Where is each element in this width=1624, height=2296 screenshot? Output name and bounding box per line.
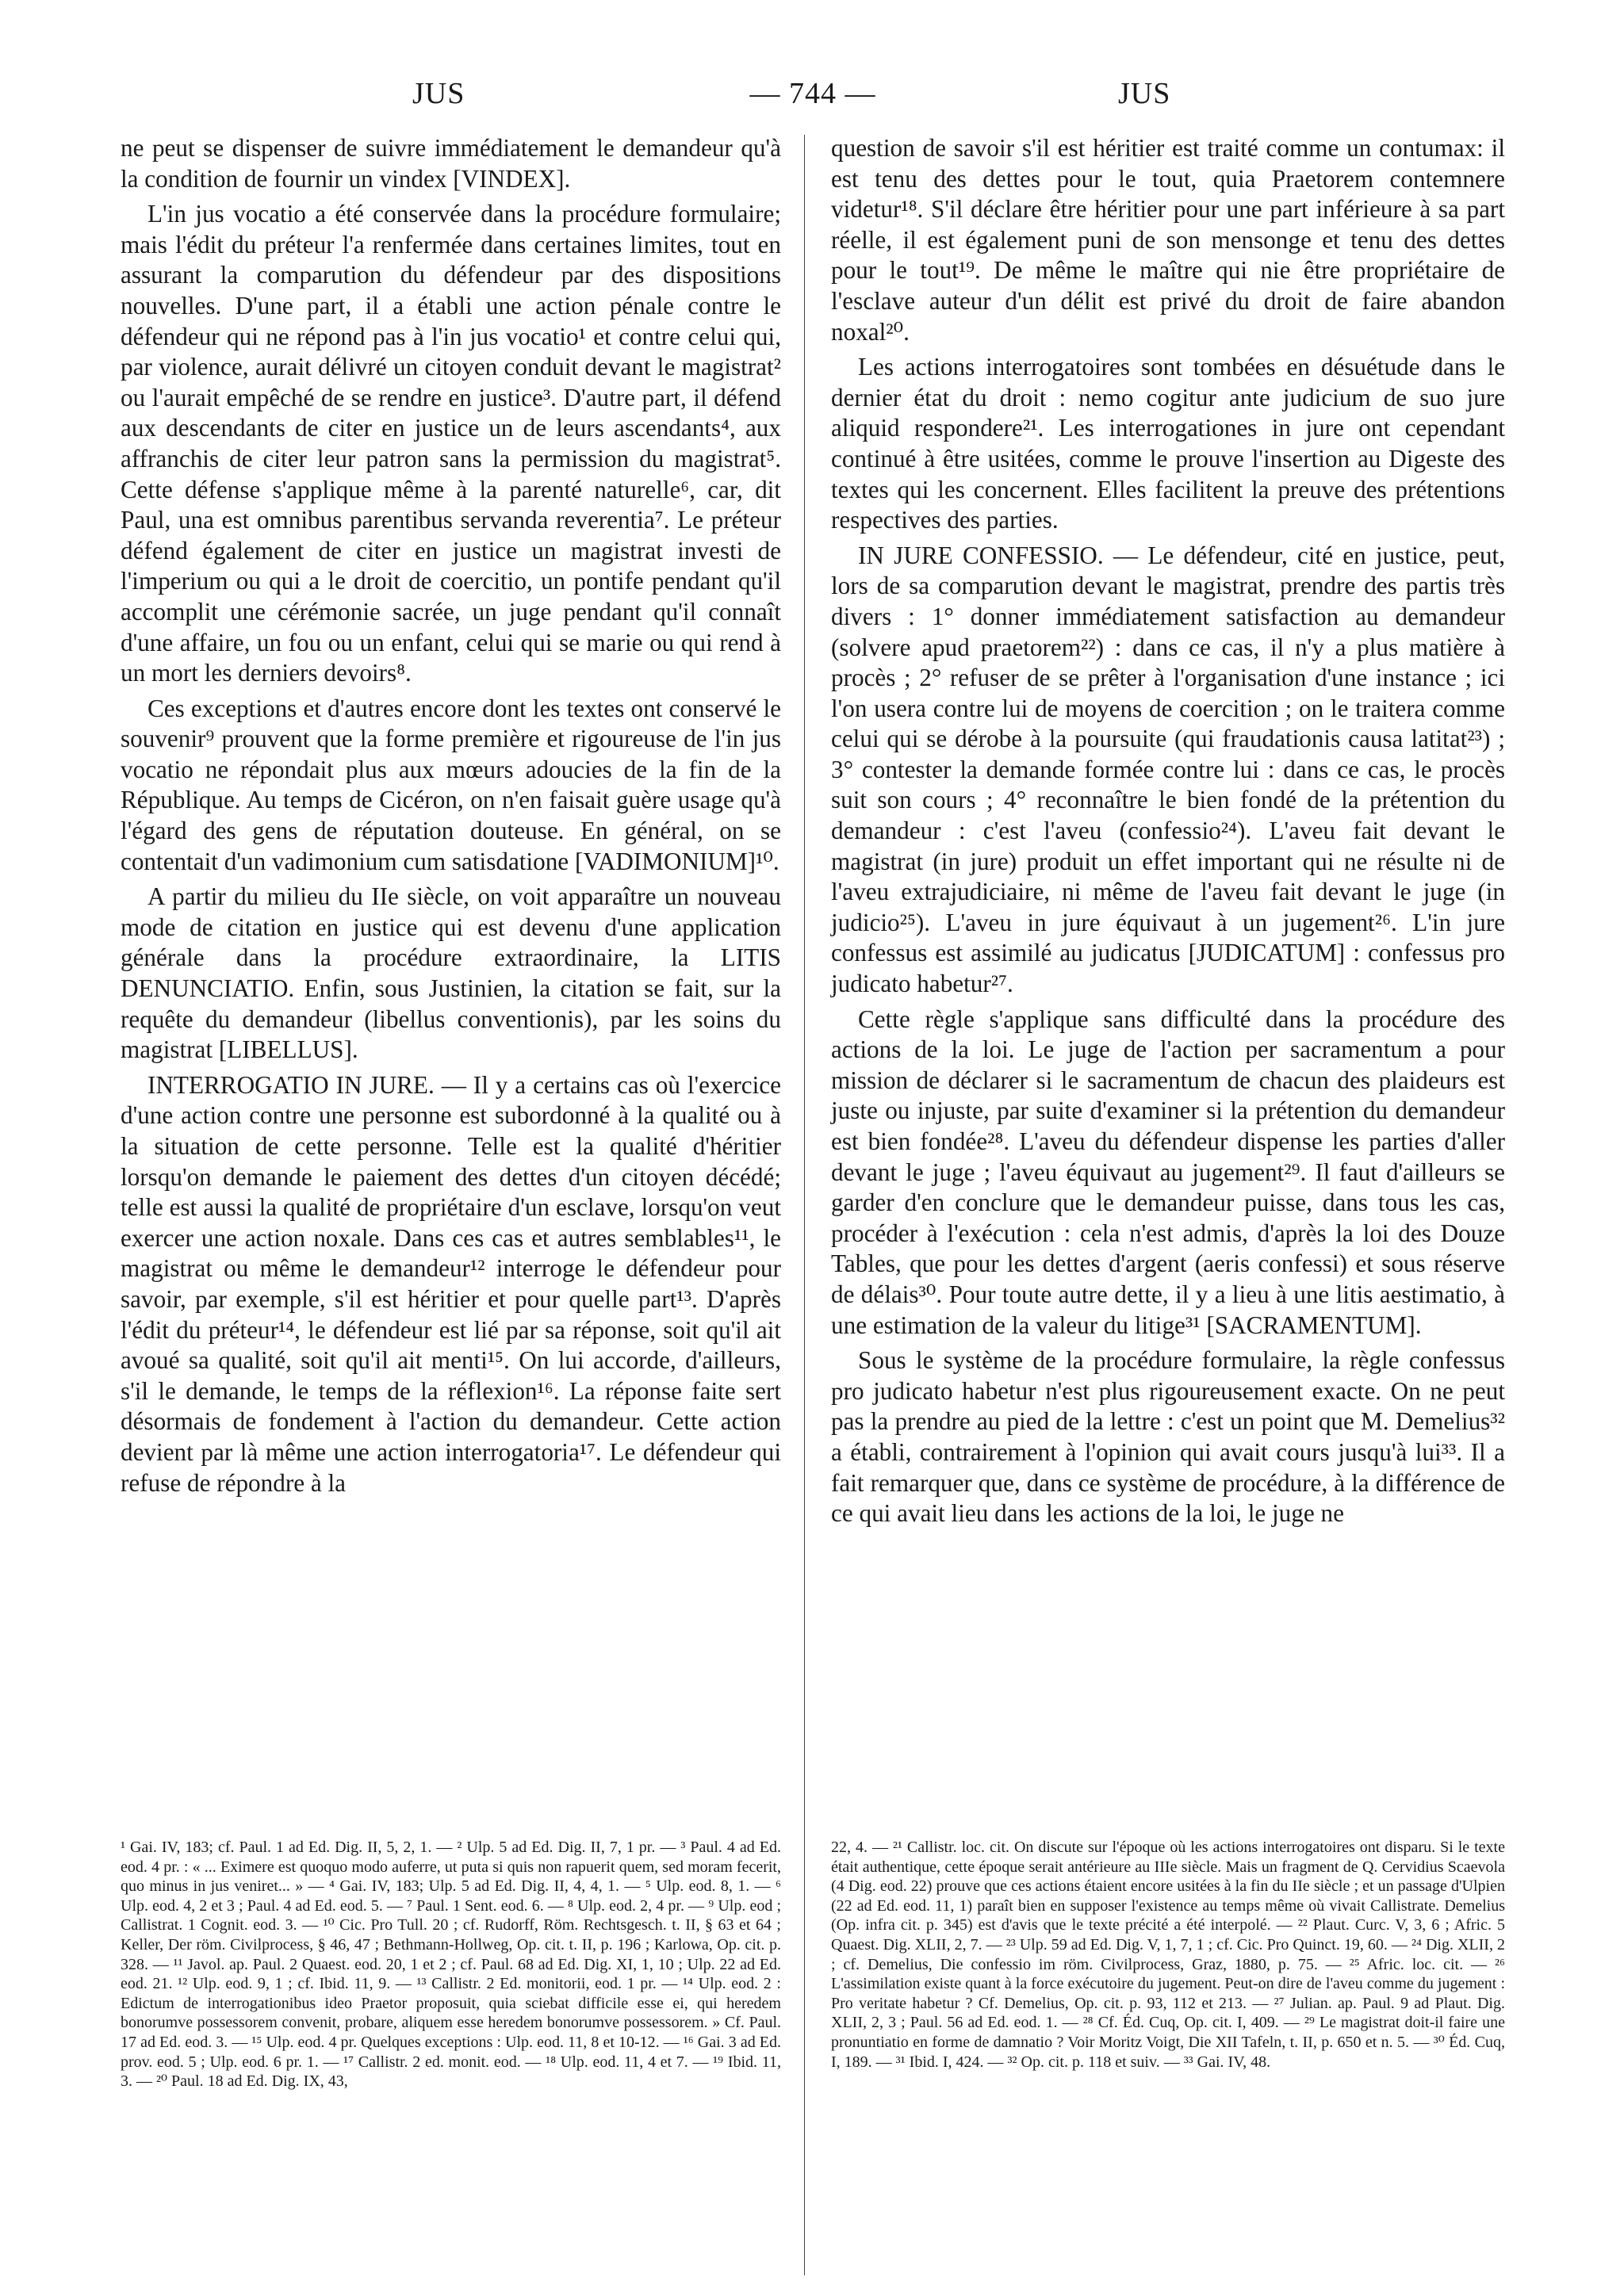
- footnotes-right: [831, 1838, 1505, 2072]
- left-paragraph-1: ne peut se dispenser de suivre immédiatement le demandeur qu'à la condition de fournir un vindex [VINDEX].: [121, 134, 781, 193]
- left-paragraph-2: L'in jus vocatio a été conservée dans la procédure formulaire; mais l'édit du préteur l'a renfermée dans certaines limites, tout en assurant la comparution du défendeur par des dispositions nouvelles. D'une part, il a établi une action pénale contre le défendeur qui ne répond pas à l'in jus vocatio¹ et contre celui qui, par violence, aurait délivré un citoyen conduit devant le magistrat² ou l'aurait empêché de se rendre en justice³. D'autre part, il défend aux descendants de citer en justice un de leurs ascendants⁴, aux affranchis de citer leur patron sans la permission du magistrat⁵. Cette défense s'applique même à la parenté naturelle⁶, car, dit Paul, una est omnibus parentibus servanda reverentia⁷. Le préteur défend également de citer en justice un magistrat investi de l'imperium ou qui a le droit de coercitio, un pontife pendant qu'il accomplit une cérémonie sacrée, un juge pendant qu'il connaît d'une affaire, un fou ou un enfant, celui qui se marie ou qui rend à un mort les derniers devoirs⁸.: [121, 200, 781, 687]
- left-paragraph-3: Ces exceptions et d'autres encore dont les textes ont conservé le souvenir⁹ prouvent que la forme première et rigoureuse de l'in jus vocatio ne répondait plus aux mœurs adoucies de la fin de la République. Au temps de Cicéron, on n'en faisait guère usage qu'à l'égard des gens de réputation douteuse. En général, on se contentait d'un vadimonium cum satisdatione [VADIMONIUM]¹⁰.: [121, 694, 781, 875]
- footnotes-left-text: ¹ Gai. IV, 183; cf. Paul. 1 ad Ed. Dig. II, 5, 2, 1. — ² Ulp. 5 ad Ed. Dig. II, 7, 1 pr. — ³ Paul. 4 ad Ed. eod. 4 pr. : « ... Eximere est quoquo modo auferre, ut puta si quis non rapuerit quem, sed moram fecerit, quo minus in jus veniret... » — ⁴ Gai. IV, 183; Ulp. 5 ad Ed. Dig. II, 4, 4, 1. — ⁵ Ulp. eod. 8, 1. — ⁶ Ulp. eod. 4, 2 et 3 ; Paul. 4 ad Ed. eod. 5. — ⁷ Paul. 1 Sent. eod. 6. — ⁸ Ulp. eod. 2, 4 pr. — ⁹ Ulp. eod ; Callistrat. 1 Cognit. eod. 3. — ¹⁰ Cic. Pro Tull. 20 ; cf. Rudorff, Röm. Rechtsgesch. t. II, § 63 et 64 ; Keller, Der röm. Civilprocess, § 46, 47 ; Bethmann-Hollweg, Op. cit. t. II, p. 196 ; Karlowa, Op. cit. p. 328. — ¹¹ Javol. ap. Paul. 2 Quaest. eod. 20, 1 et 2 ; cf. Paul. 68 ad Ed. Dig. XI, 1, 10 ; Ulp. 22 ad Ed. eod. 21. ¹² Ulp. eod. 9, 1 ; cf. Ibid. 11, 9. — ¹³ Callistr. 2 Ed. monitorii, eod. 1 pr. — ¹⁴ Ulp. eod. 2 : Edictum de interrogationibus ideo Praetor proposuit, quia sciebat difficile esse ei, qui heredem bonorumve possessorem convenit, probare, aliquem esse heredem bonorumve possessorem. » Cf. Paul. 17 ad Ed. eod. 3. — ¹⁵ Ulp. eod. 4 pr. Quelques exceptions : Ulp. eod. 11, 8 et 10-12. — ¹⁶ Gai. 3 ad Ed. prov. eod. 5 ; Ulp. eod. 6 pr. 1. — ¹⁷ Callistr. 2 ed. monit. eod. — ¹⁸ Ulp. eod. 11, 4 et 7. — ¹⁹ Ibid. 11, 3. — ²⁰ Paul. 18 ad Ed. Dig. IX, 43,: [121, 1839, 781, 2091]
- right-paragraph-4: Cette règle s'applique sans difficulté dans la procédure des actions de la loi. Le juge de l'action per sacramentum a pour mission de déclarer si le sacramentum de chacun des plaideurs est juste ou injuste, par suite d'examiner si la prétention du demandeur est bien fondée²⁸. L'aveu du défendeur dispense les parties d'aller devant le juge ; l'aveu équivaut au jugement²⁹. Il faut d'ailleurs se garder d'en conclure que le demandeur puisse, dans tous les cas, procéder à l'exécution : cela n'est admis, d'après la loi des Douze Tables, que pour les dettes d'argent (aeris confessi) et sous réserve de délais³⁰. Pour toute autre dette, il y a lieu à une litis aestimatio, à une estimation de la valeur du litige³¹ [SACRAMENTUM].: [831, 1004, 1505, 1339]
- left-paragraph-5: INTERROGATIO IN JURE. — Il y a certains cas où l'exercice d'une action contre une personne est subordonné à la qualité ou à la situation de cette personne. Telle est la qualité d'héritier lorsqu'on demande le paiement des dettes d'un citoyen décédé; telle est aussi la qualité de propriétaire d'un esclave, lorsqu'on veut exercer une action noxale. Dans ces cas et autres semblables¹¹, le magistrat ou même le demandeur¹² interroge le défendeur pour savoir, par exemple, s'il est héritier et pour quelle part¹³. D'après l'édit du préteur¹⁴, le défendeur est lié par sa réponse, soit qu'il ait avoué sa qualité, soit qu'il ait menti¹⁵. On lui accorde, d'ailleurs, s'il le demande, le temps de la réflexion¹⁶. La réponse faite sert désormais de fondement à l'action du demandeur. Cette action devient par là même une action interrogatoria¹⁷. Le défendeur qui refuse de répondre à la: [121, 1070, 781, 1497]
- footnotes-left: [121, 1838, 781, 2091]
- right-paragraph-3: IN JURE CONFESSIO. — Le défendeur, cité en justice, peut, lors de sa comparution devant le magistrat, prendre des partis très divers : 1° donner immédiatement satisfaction au demandeur (solvere apud praetorem²²) : dans ce cas, il n'y a plus matière à procès ; 2° refuser de se prêter à l'organisation d'une instance ; ici l'on usera contre lui de moyens de coercition ; on le traitera comme celui qui se dérobe à la poursuite (qui fraudationis causa latitat²³) ; 3° contester la demande formée contre lui : dans ce cas, le procès suit son cours ; 4° reconnaître le bien fondé de la prétention du demandeur : c'est l'aveu (confessio²⁴). L'aveu fait devant le magistrat (in jure) produit un effet important qui ne résulte ni de l'aveu extrajudiciaire, ni même de l'aveu fait devant le juge (in judicio²⁵). L'aveu in jure équivaut à un jugement²⁶. L'in jure confessus est assimilé au judicatus [JUDICATUM] : confessus pro judicato habetur²⁷.: [831, 541, 1505, 998]
- right-paragraph-1: question de savoir s'il est héritier est traité comme un contumax: il est tenu des dettes pour le tout, quia Praetorem contemnere videtur¹⁸. S'il déclare être héritier pour une part inférieure à sa part réelle, il est également puni de son mensonge et tenu des dettes pour le tout¹⁹. De même le maître qui nie être propriétaire de l'esclave auteur d'un délit est privé du droit de faire abandon noxal²⁰.: [831, 134, 1505, 346]
- column-divider: [804, 135, 805, 2275]
- right-paragraph-5: Sous le système de la procédure formulaire, la règle confessus pro judicato habetur n'est plus rigoureusement exacte. On ne peut pas la prendre au pied de la lettre : c'est un point que M. Demelius³² a établi, contrairement à l'opinion qui avait cours jusqu'à lui³³. Il a fait remarquer que, dans ce système de procédure, à la différence de ce qui avait lieu dans les actions de la loi, le juge ne: [831, 1346, 1505, 1528]
- footnotes-right-text: 22, 4. — ²¹ Callistr. loc. cit. On discute sur l'époque où les actions interrogatoires ont disparu. Si le texte était authentique, cette époque serait antérieure au IIIe siècle. Mais un fragment de Q. Cervidius Scaevola (4 Dig. eod. 22) prouve que ces actions étaient encore usitées à la fin du IIe siècle ; et un passage d'Ulpien (22 ad Ed. eod. 11, 1) paraît bien en supposer l'existence au temps même où vivait Callistrate. Demelius (Op. infra cit. p. 345) est d'avis que le texte précité a été interpolé. — ²² Plaut. Curc. V, 3, 6 ; Afric. 5 Quaest. Dig. XLII, 2, 7. — ²³ Ulp. 59 ad Ed. Dig. V, 1, 7, 1 ; cf. Cic. Pro Quinct. 19, 60. — ²⁴ Dig. XLII, 2 ; cf. Demelius, Die confessio im röm. Civilprocess, Graz, 1880, p. 75. — ²⁵ Afric. loc. cit. — ²⁶ L'assimilation existe quant à la force exécutoire du jugement. Peut-on dire de l'aveu comme du jugement : Pro veritate habetur ? Cf. Demelius, Op. cit. p. 93, 112 et 213. — ²⁷ Julian. ap. Paul. 9 ad Plaut. Dig. XLII, 2, 3 ; Paul. 56 ad Ed. eod. 1. — ²⁸ Cf. Éd. Cuq, Op. cit. I, 409. — ²⁹ Le magistrat doit-il faire une pronuntiatio en forme de damnatio ? Voir Moritz Voigt, Die XII Tafeln, t. II, p. 650 et n. 5. — ³⁰ Éd. Cuq, I, 189. — ³¹ Ibid. I, 424. — ³² Op. cit. p. 118 et suiv. — ³³ Gai. IV, 48.: [831, 1839, 1505, 2071]
- left-column: [121, 133, 781, 1498]
- right-paragraph-2: Les actions interrogatoires sont tombées en désuétude dans le dernier état du droit : nemo cogitur ante judicium de suo jure aliquid respondere²¹. Les interrogationes in jure ont cependant continué à être usitées, comme le prouve l'insertion au Digeste des textes qui les concernent. Elles facilitent la preuve des prétentions respectives des parties.: [831, 353, 1505, 534]
- header-left-word: JUS: [412, 77, 465, 110]
- running-header: [0, 76, 1624, 116]
- left-paragraph-4: A partir du milieu du IIe siècle, on voit apparaître un nouveau mode de citation en justice qui est devenu d'une application générale dans la procédure extraordinaire, la LITIS DENUNCIATIO. Enfin, sous Justinien, la citation se fait, sur la requête du demandeur (libellus conventionis), par les soins du magistrat [LIBELLUS].: [121, 882, 781, 1064]
- page-number: — 744 —: [749, 77, 876, 110]
- header-right-word: JUS: [1118, 77, 1171, 110]
- right-column: [831, 133, 1505, 1529]
